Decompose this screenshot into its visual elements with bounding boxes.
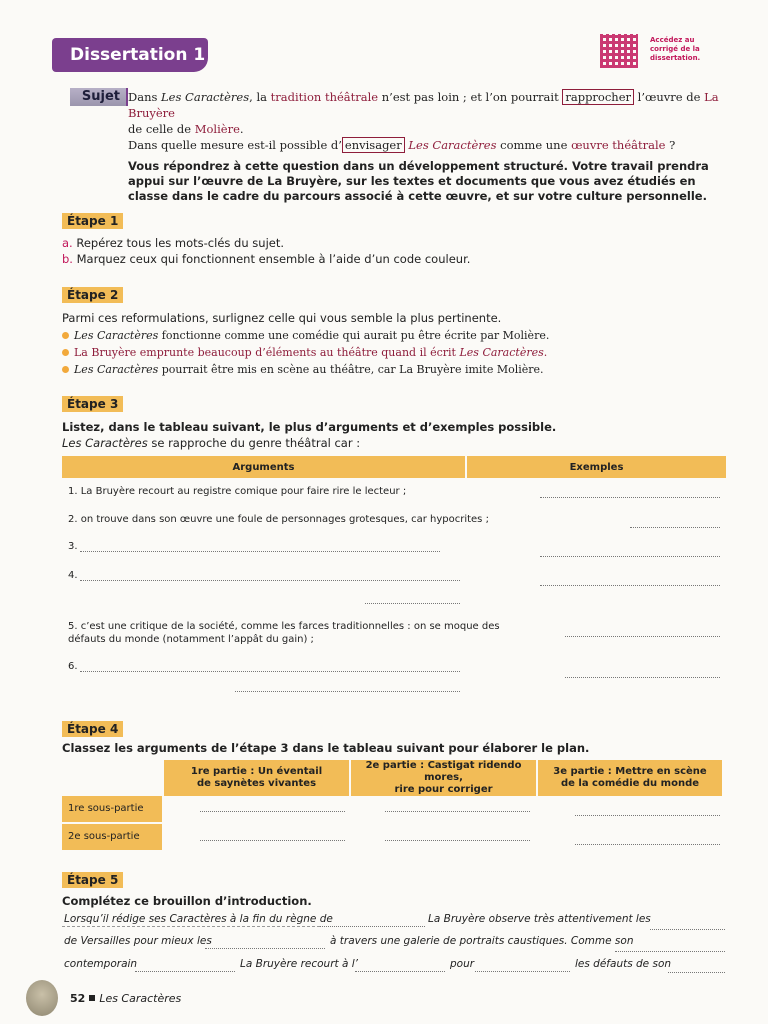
argument-row-6: 6. (68, 661, 78, 672)
intro-line3-a: contemporain (64, 958, 138, 970)
argument-field-3[interactable] (80, 551, 440, 552)
etape2-intro: Parmi ces reformulations, surlignez celle qui vous semble la plus pertinente. (62, 311, 502, 325)
book-title: Les Caractères (99, 992, 182, 1005)
etape5-intro: Complétez ce brouillon d’introduction. (62, 894, 312, 908)
square-bullet-icon (89, 995, 95, 1001)
example-field-3[interactable] (540, 556, 720, 557)
sujet-text: Dans Les Caractères, la tradition théâtrale n’est pas loin ; et l’on pourrait rapprocher l’œuvre de La Bruyère de celle de Molière. Dans quelle mesure est-il possible d’ envisager Les Caractères comme une œuvre théâtrale ? Vous répondrez à cette question dans un développement structuré. Votre travail prendra appui sur l’œuvre de La Bruyère, sur les textes et documents que vous avez étudiés en classe dans le cadre du parcours associé à cette œuvre, et sur votre culture personnelle. (128, 89, 728, 204)
plan-cell-1-1[interactable] (200, 811, 345, 812)
example-field-6[interactable] (565, 677, 720, 678)
plan-col-1: 1re partie : Un éventail de saynètes vivantes (164, 760, 349, 796)
intro-line3-c: pour (450, 958, 475, 970)
intro-field-4[interactable] (615, 951, 725, 952)
etape5-label: Étape 5 (62, 872, 123, 888)
plan-cell-1-2[interactable] (385, 811, 530, 812)
page-title: Dissertation 1 (52, 38, 208, 72)
etape1-item-b: b. Marquez ceux qui fonctionnent ensemble à l’aide d’un code couleur. (62, 252, 471, 266)
intro-field-6[interactable] (355, 971, 445, 972)
qr-code-icon[interactable] (600, 34, 638, 68)
etape2-label: Étape 2 (62, 287, 123, 303)
arguments-table (62, 456, 726, 478)
plan-col-2: 2e partie : Castigat ridendo mores, rire pour corriger (351, 760, 536, 796)
plan-cell-2-1[interactable] (200, 840, 345, 841)
example-field-1[interactable] (540, 497, 720, 498)
etape2-option-2: La Bruyère emprunte beaucoup d’éléments au théâtre quand il écrit Les Caractères. (62, 345, 547, 361)
etape1-label: Étape 1 (62, 213, 123, 229)
plan-row-1: 1re sous-partie (62, 796, 162, 822)
example-field-4[interactable] (540, 585, 720, 586)
bullet-icon (62, 349, 69, 356)
argument-field-4a[interactable] (80, 580, 460, 581)
etape2-option-1: Les Caractères fonctionne comme une comédie qui aurait pu être écrite par Molière. (62, 328, 549, 344)
intro-line3-b: La Bruyère recourt à l’ (240, 958, 359, 970)
argument-field-4b[interactable] (365, 603, 460, 604)
etape1-item-a: a. Repérez tous les mots-clés du sujet. (62, 236, 285, 250)
page-number: 52 (70, 992, 86, 1005)
argument-row-5: 5. c’est une critique de la société, comme les farces traditionnelles : on se moque des défauts du monde (notamment l’appât du gain) ; (68, 621, 500, 645)
intro-underline-1 (62, 926, 320, 927)
argument-row-4: 4. (68, 570, 78, 581)
etape4-label: Étape 4 (62, 721, 123, 737)
etape3-intro: Listez, dans le tableau suivant, le plus d’arguments et d’exemples possible. (62, 420, 557, 434)
intro-line2-b: à travers une galerie de portraits caustiques. Comme son (330, 935, 634, 947)
argument-field-6b[interactable] (235, 691, 460, 692)
plan-cell-1-3[interactable] (575, 815, 720, 816)
intro-field-3[interactable] (205, 948, 325, 949)
etape2-option-3: Les Caractères pourrait être mis en scène au théâtre, car La Bruyère imite Molière. (62, 362, 544, 378)
intro-field-7[interactable] (475, 971, 570, 972)
intro-line1-a: Lorsqu’il rédige ses Caractères à la fin du règne de (64, 913, 333, 925)
plan-cell-2-3[interactable] (575, 844, 720, 845)
page-footer (70, 992, 181, 1005)
example-field-5[interactable] (565, 636, 720, 637)
etape4-intro: Classez les arguments de l’étape 3 dans le tableau suivant pour élaborer le plan. (62, 741, 590, 755)
example-field-2[interactable] (630, 527, 720, 528)
sujet-instruction: Vous répondrez à cette question dans un développement structuré. Votre travail prendra appui sur l’œuvre de La Bruyère, sur les textes et documents que vous avez étudiés en classe dans le cadre du parcours associé à cette œuvre, et sur votre culture personnelle. (128, 159, 709, 203)
plan-cell-2-2[interactable] (385, 840, 530, 841)
intro-field-5[interactable] (135, 971, 235, 972)
intro-field-1[interactable] (320, 926, 425, 927)
argument-row-3: 3. (68, 541, 78, 552)
intro-field-2[interactable] (650, 929, 725, 930)
qr-caption[interactable]: Accédez au corrigé de la dissertation. (650, 36, 701, 62)
plan-col-3: 3e partie : Mettre en scène de la comédie du monde (538, 760, 722, 796)
col-arguments: Arguments (62, 456, 466, 478)
bullet-icon (62, 332, 69, 339)
intro-line1-b: La Bruyère observe très attentivement les (428, 913, 651, 925)
argument-field-6a[interactable] (80, 671, 460, 672)
etape3-label: Étape 3 (62, 396, 123, 412)
plan-row-2: 2e sous-partie (62, 824, 162, 850)
intro-line3-d: les défauts de son (575, 958, 672, 970)
bullet-icon (62, 366, 69, 373)
intro-field-8[interactable] (668, 972, 725, 973)
argument-row-1: 1. La Bruyère recourt au registre comique pour faire rire le lecteur ; (68, 486, 407, 497)
intro-line2-a: de Versailles pour mieux les (64, 935, 212, 947)
portrait-medallion-icon (26, 980, 58, 1016)
etape3-subintro: Les Caractères se rapproche du genre théâtral car : (62, 436, 361, 450)
argument-row-2: 2. on trouve dans son œuvre une foule de personnages grotesques, car hypocrites ; (68, 514, 489, 525)
sujet-label: Sujet (70, 88, 128, 106)
col-exemples: Exemples (466, 456, 726, 478)
